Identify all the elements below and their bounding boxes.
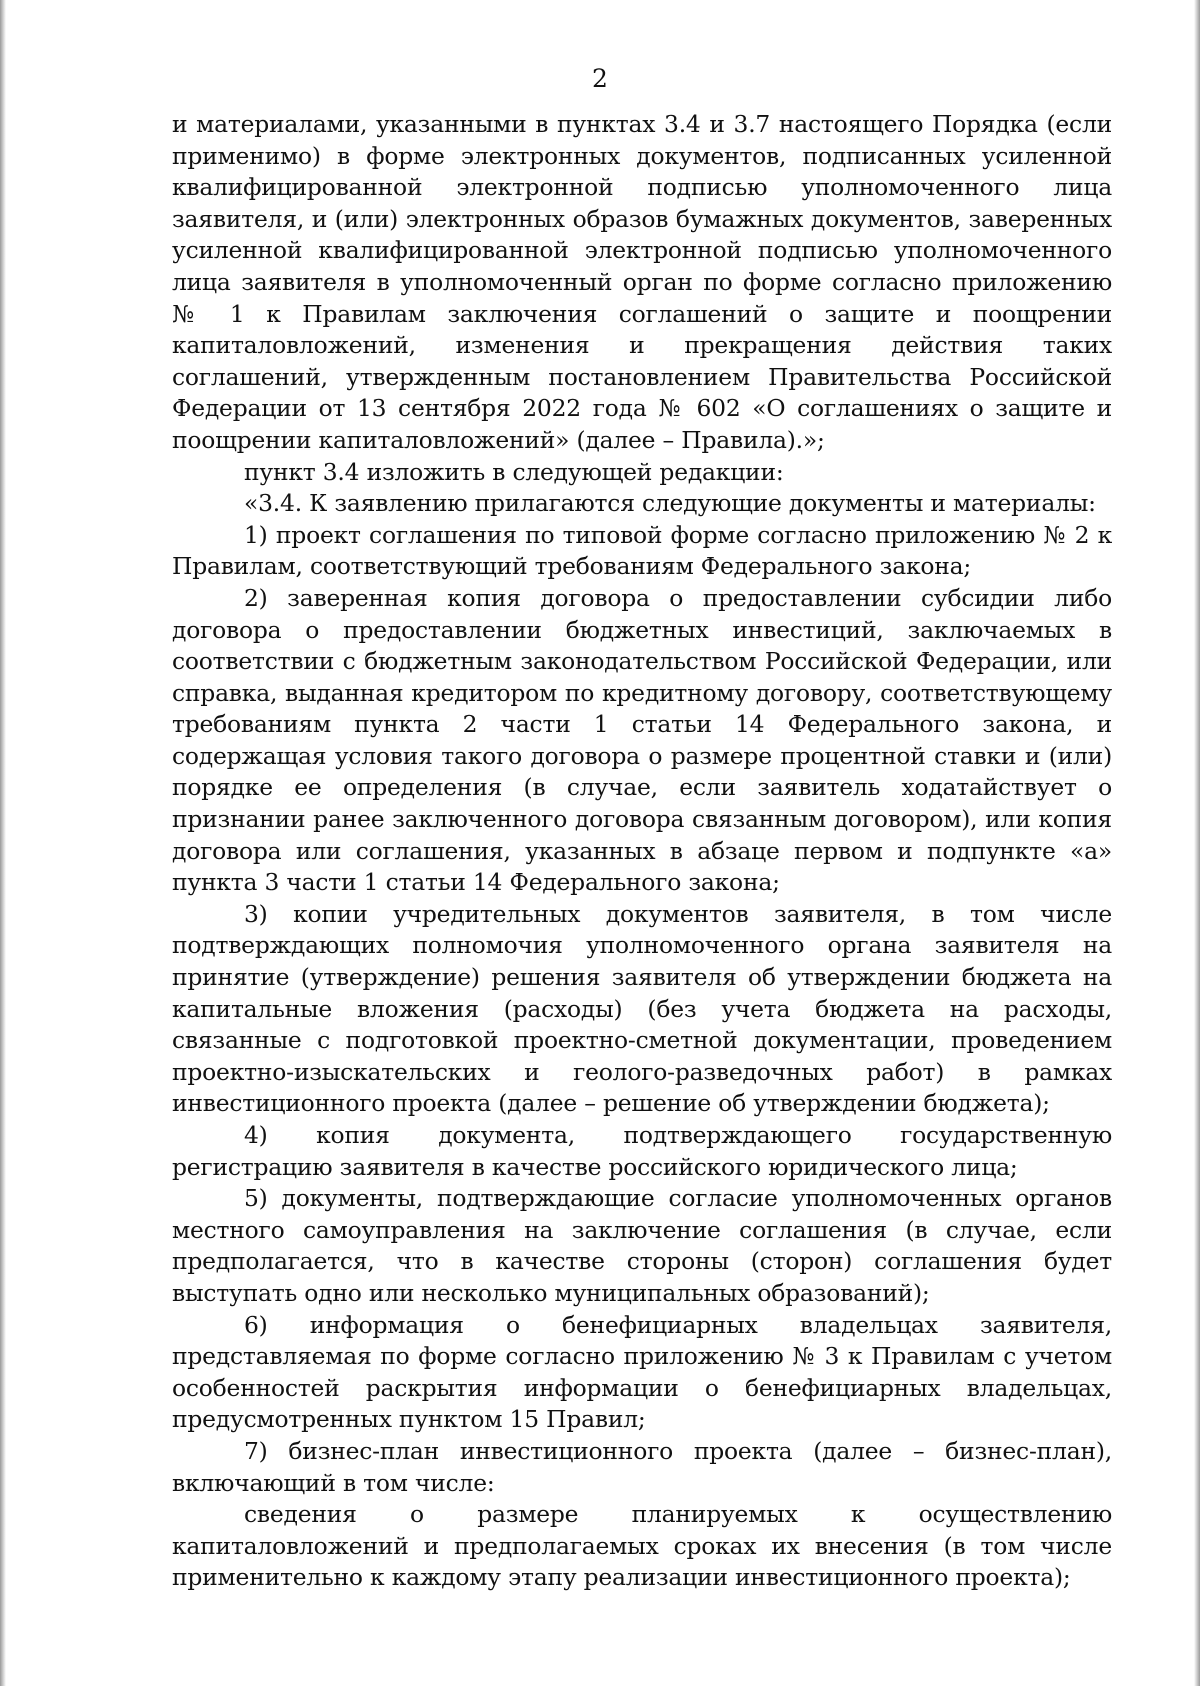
page-number: 2 xyxy=(592,64,608,93)
scan-edge-left xyxy=(0,0,6,1686)
list-item-4: 4) копия документа, подтверждающего государственную регистрацию заявителя в качестве российского юридического лица; xyxy=(172,1121,1112,1181)
scan-edge-right xyxy=(1194,0,1200,1686)
paragraph-amendment-clause: пункт 3.4 изложить в следующей редакции: xyxy=(244,457,784,486)
document-body xyxy=(172,109,1112,1594)
list-item-3: 3) копии учредительных документов заявителя, в том числе подтверждающих полномочия уполномоченного органа заявителя на принятие (утверждение) решения заявителя об утверждении бюджета на капитальные вложения (расходы) (без учета бюджета на расходы, связанные с подготовкой проектно-сметной документации, проведением проектно-изыскательских и геолого-разведочных работ) в рамках инвестиционного проекта (далее – решение об утверждении бюджета); xyxy=(172,899,1112,1118)
paragraph-clause-3-4-heading: «3.4. К заявлению прилагаются следующие документы и материалы: xyxy=(244,489,1096,518)
list-item-5: 5) документы, подтверждающие согласие уполномоченных органов местного самоуправления на заключение соглашения (в случае, если предполагается, что в качестве стороны (сторон) соглашения будет выступать одно или несколько муниципальных образований); xyxy=(172,1184,1112,1307)
list-item-7-subparagraph: сведения о размере планируемых к осуществлению капиталовложений и предполагаемых сроках их внесения (в том числе применительно к каждому этапу реализации инвестиционного проекта); xyxy=(172,1500,1112,1592)
list-item-7: 7) бизнес-план инвестиционного проекта (далее – бизнес-план), включающий в том числе: xyxy=(172,1436,1112,1497)
list-item-2: 2) заверенная копия договора о предоставлении субсидии либо договора о предоставлении бюджетных инвестиций, заключаемых в соответствии с бюджетным законодательством Российской Федерации, или справка, выданная кредитором по кредитному договору, соответствующему требованиям пункта 2 части 1 статьи 14 Федерального закона, и содержащая условия такого договора о размере процентной ставки и (или) порядке ее определения (в случае, если заявитель ходатайствует о признании ранее заключенного договора связанным договором), или копия договора или соглашения, указанных в абзаце первом и подпункте «а» пункта 3 части 1 статьи 14 Федерального закона; xyxy=(172,583,1112,897)
paragraph-continuation: и материалами, указанными в пунктах 3.4 и 3.7 настоящего Порядка (если применимо) в форме электронных документов, подписанных усиленной квалифицированной электронной подписью уполномоченного лица заявителя, и (или) электронных образов бумажных документов, заверенных усиленной квалифицированной электронной подписью уполномоченного лица заявителя в уполномоченный орган по форме согласно приложению № 1 к Правилам заключения соглашений о защите и поощрении капиталовложений, изменения и прекращения действия таких соглашений, утвержденным постановлением Правительства Российской Федерации от 13 сентября 2022 года № 602 «О соглашениях о защите и поощрении капиталовложений» (далее – Правила).»; xyxy=(172,110,1112,454)
list-item-1: 1) проект соглашения по типовой форме согласно приложению № 2 к Правилам, соответствующий требованиям Федерального закона; xyxy=(172,520,1112,581)
list-item-6: 6) информация о бенефициарных владельцах заявителя, представляемая по форме согласно приложению № 3 к Правилам с учетом особенностей раскрытия информации о бенефициарных владельцах, предусмотренных пунктом 15 Правил; xyxy=(172,1310,1112,1434)
